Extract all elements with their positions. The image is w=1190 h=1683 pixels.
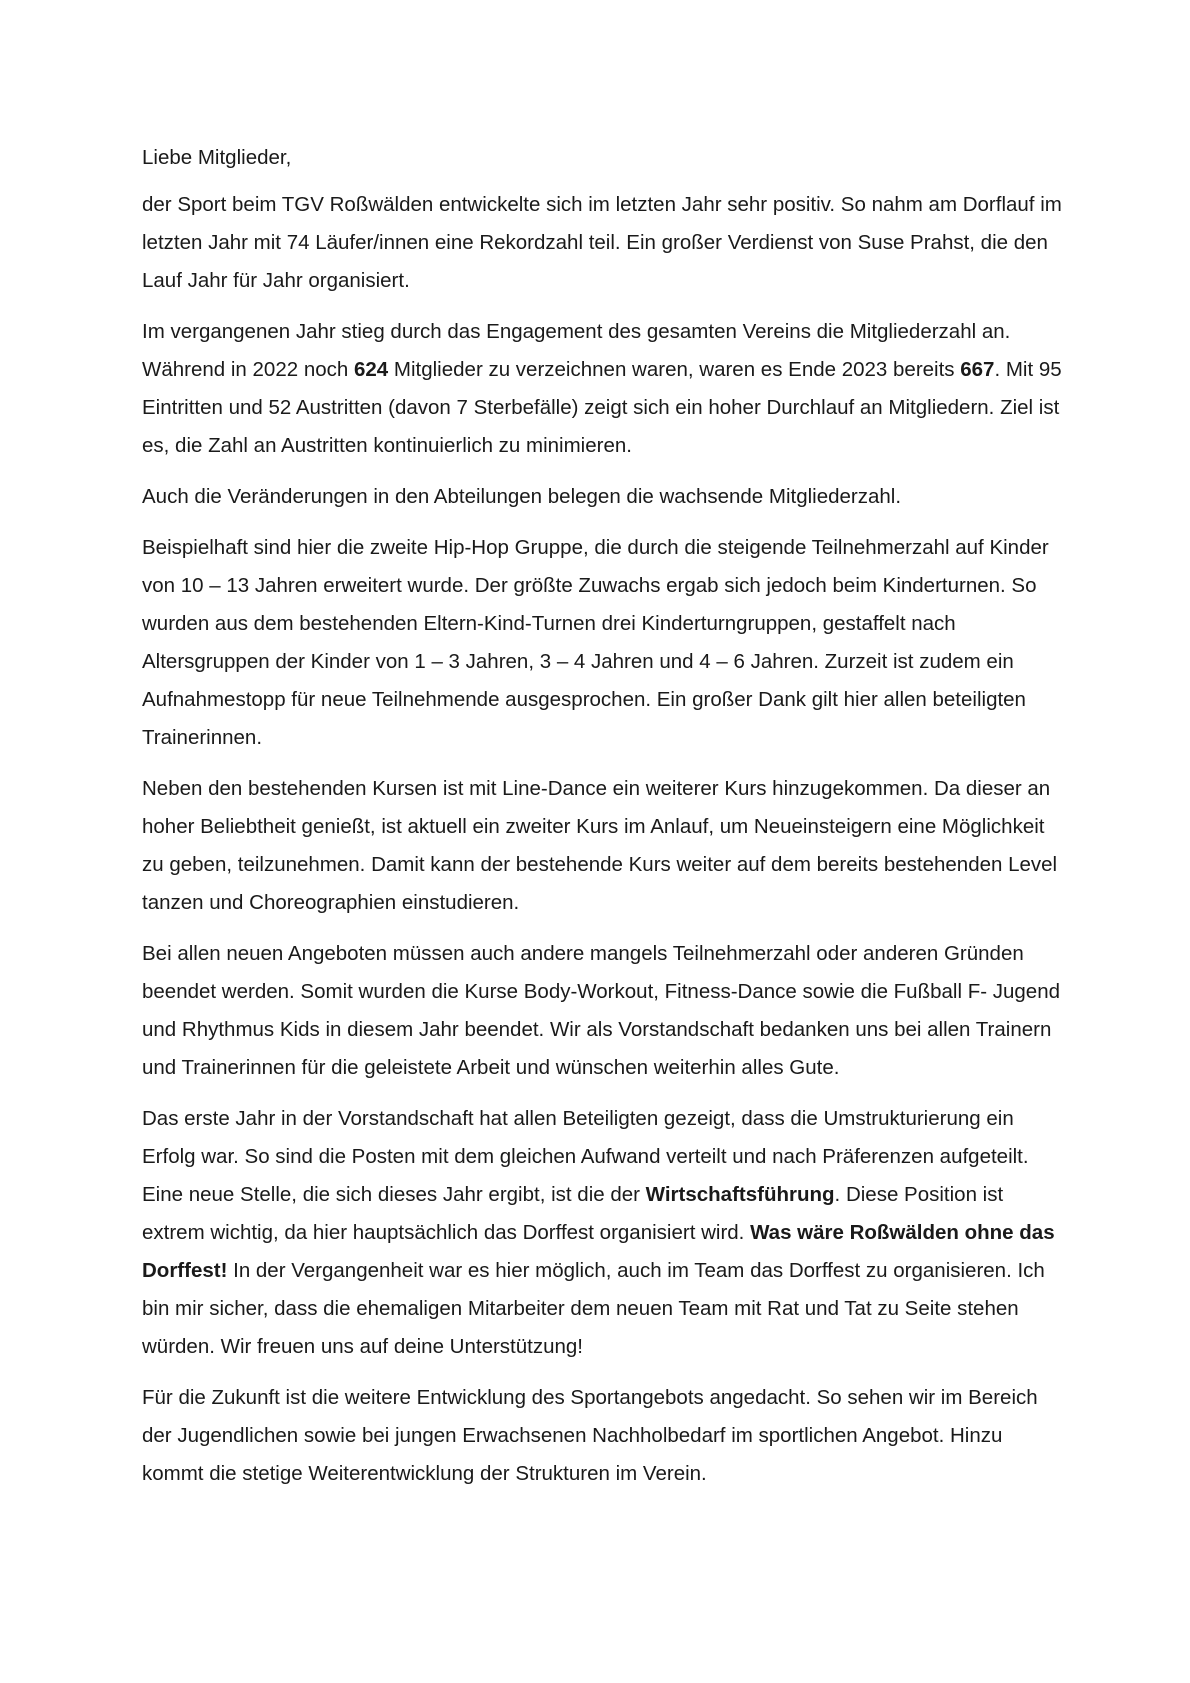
paragraph-mitgliederzahl bbox=[142, 313, 1062, 465]
salutation: Liebe Mitglieder, bbox=[142, 146, 292, 169]
text-segment: . Mit 95 Eintritten und 52 Austritten (davon 7 Sterbefälle) zeigt sich ein hoher Durchlauf an Mitgliedern. Ziel ist es, die Zahl an Austritten kontinuierlich zu minimieren. bbox=[142, 358, 1062, 457]
paragraph-dorflauf: der Sport beim TGV Roßwälden entwickelte sich im letzten Jahr sehr positiv. So nahm am Dorflauf im letzten Jahr mit 74 Läufer/innen eine Rekordzahl teil. Ein großer Verdienst von Suse Prahst, die den Lauf Jahr für Jahr organisiert. bbox=[142, 193, 1062, 292]
paragraph-beendete-kurse: Bei allen neuen Angeboten müssen auch andere mangels Teilnehmerzahl oder anderen Gründen beendet werden. Somit wurden die Kurse Body-Workout, Fitness-Dance sowie die Fußball F- Jugend und Rhythmus Kids in diesem Jahr beendet. Wir als Vorstandschaft bedanken uns bei allen Trainern und Trainerinnen für die geleistete Arbeit und wünschen weiterhin alles Gute. bbox=[142, 942, 1061, 1079]
letter-page bbox=[142, 139, 1062, 1506]
paragraph-abteilungen: Auch die Veränderungen in den Abteilungen belegen die wachsende Mitgliederzahl. bbox=[142, 485, 902, 508]
paragraph-vorstandschaft bbox=[142, 1100, 1062, 1366]
paragraph-line-dance: Neben den bestehenden Kursen ist mit Line-Dance ein weiterer Kurs hinzugekommen. Da dieser an hoher Beliebtheit genießt, ist aktuell ein zweiter Kurs im Anlauf, um Neueinsteigern eine Möglichkeit zu geben, teilzunehmen. Damit kann der bestehende Kurs weiter auf dem bereits bestehenden Level tanzen und Choreographien einstudieren. bbox=[142, 777, 1058, 914]
text-segment: In der Vergangenheit war es hier möglich, auch im Team das Dorffest zu organisieren. Ich bin mir sicher, dass die ehemaligen Mitarbeiter dem neuen Team mit Rat und Tat zu Seite stehen würden. Wir freuen uns auf deine Unterstützung! bbox=[142, 1259, 1045, 1358]
paragraph-zukunft: Für die Zukunft ist die weitere Entwicklung des Sportangebots angedacht. So sehen wir im Bereich der Jugendlichen sowie bei jungen Erwachsenen Nachholbedarf im sportlichen Angebot. Hinzu kommt die stetige Weiterentwicklung der Strukturen im Verein. bbox=[142, 1386, 1038, 1485]
emphasis-dorffest: Was wäre Roßwälden ohne das Dorffest! bbox=[142, 1221, 1055, 1282]
text-segment: Das erste Jahr in der Vorstandschaft hat allen Beteiligten gezeigt, dass die Umstrukturierung ein Erfolg war. So sind die Posten mit dem gleichen Aufwand verteilt und nach Präferenzen aufgeteilt. Eine neue Stelle, die sich dieses Jahr ergibt, ist die der bbox=[142, 1107, 1029, 1206]
members-2023-value: 667 bbox=[960, 358, 995, 381]
text-segment: Mitglieder zu verzeichnen waren, waren es Ende 2023 bereits bbox=[388, 358, 961, 381]
text-segment: . Diese Position ist extrem wichtig, da hier hauptsächlich das Dorffest organisiert wird. bbox=[142, 1183, 1004, 1244]
text-segment: Im vergangenen Jahr stieg durch das Engagement des gesamten Vereins die Mitgliederzahl an. Während in 2022 noch bbox=[142, 320, 1011, 381]
paragraph-kinderturnen: Beispielhaft sind hier die zweite Hip-Hop Gruppe, die durch die steigende Teilnehmerzahl auf Kinder von 10 – 13 Jahren erweitert wurde. Der größte Zuwachs ergab sich jedoch beim Kinderturnen. So wurden aus dem bestehenden Eltern-Kind-Turnen drei Kinderturngruppen, gestaffelt nach Altersgruppen der Kinder von 1 – 3 Jahren, 3 – 4 Jahren und 4 – 6 Jahren. Zurzeit ist zudem ein Aufnahmestopp für neue Teilnehmende ausgesprochen. Ein großer Dank gilt hier allen beteiligten Trainerinnen. bbox=[142, 536, 1049, 749]
members-2022-value: 624 bbox=[353, 358, 389, 381]
position-wirtschaftsfuehrung: Wirtschaftsführung bbox=[645, 1183, 835, 1206]
